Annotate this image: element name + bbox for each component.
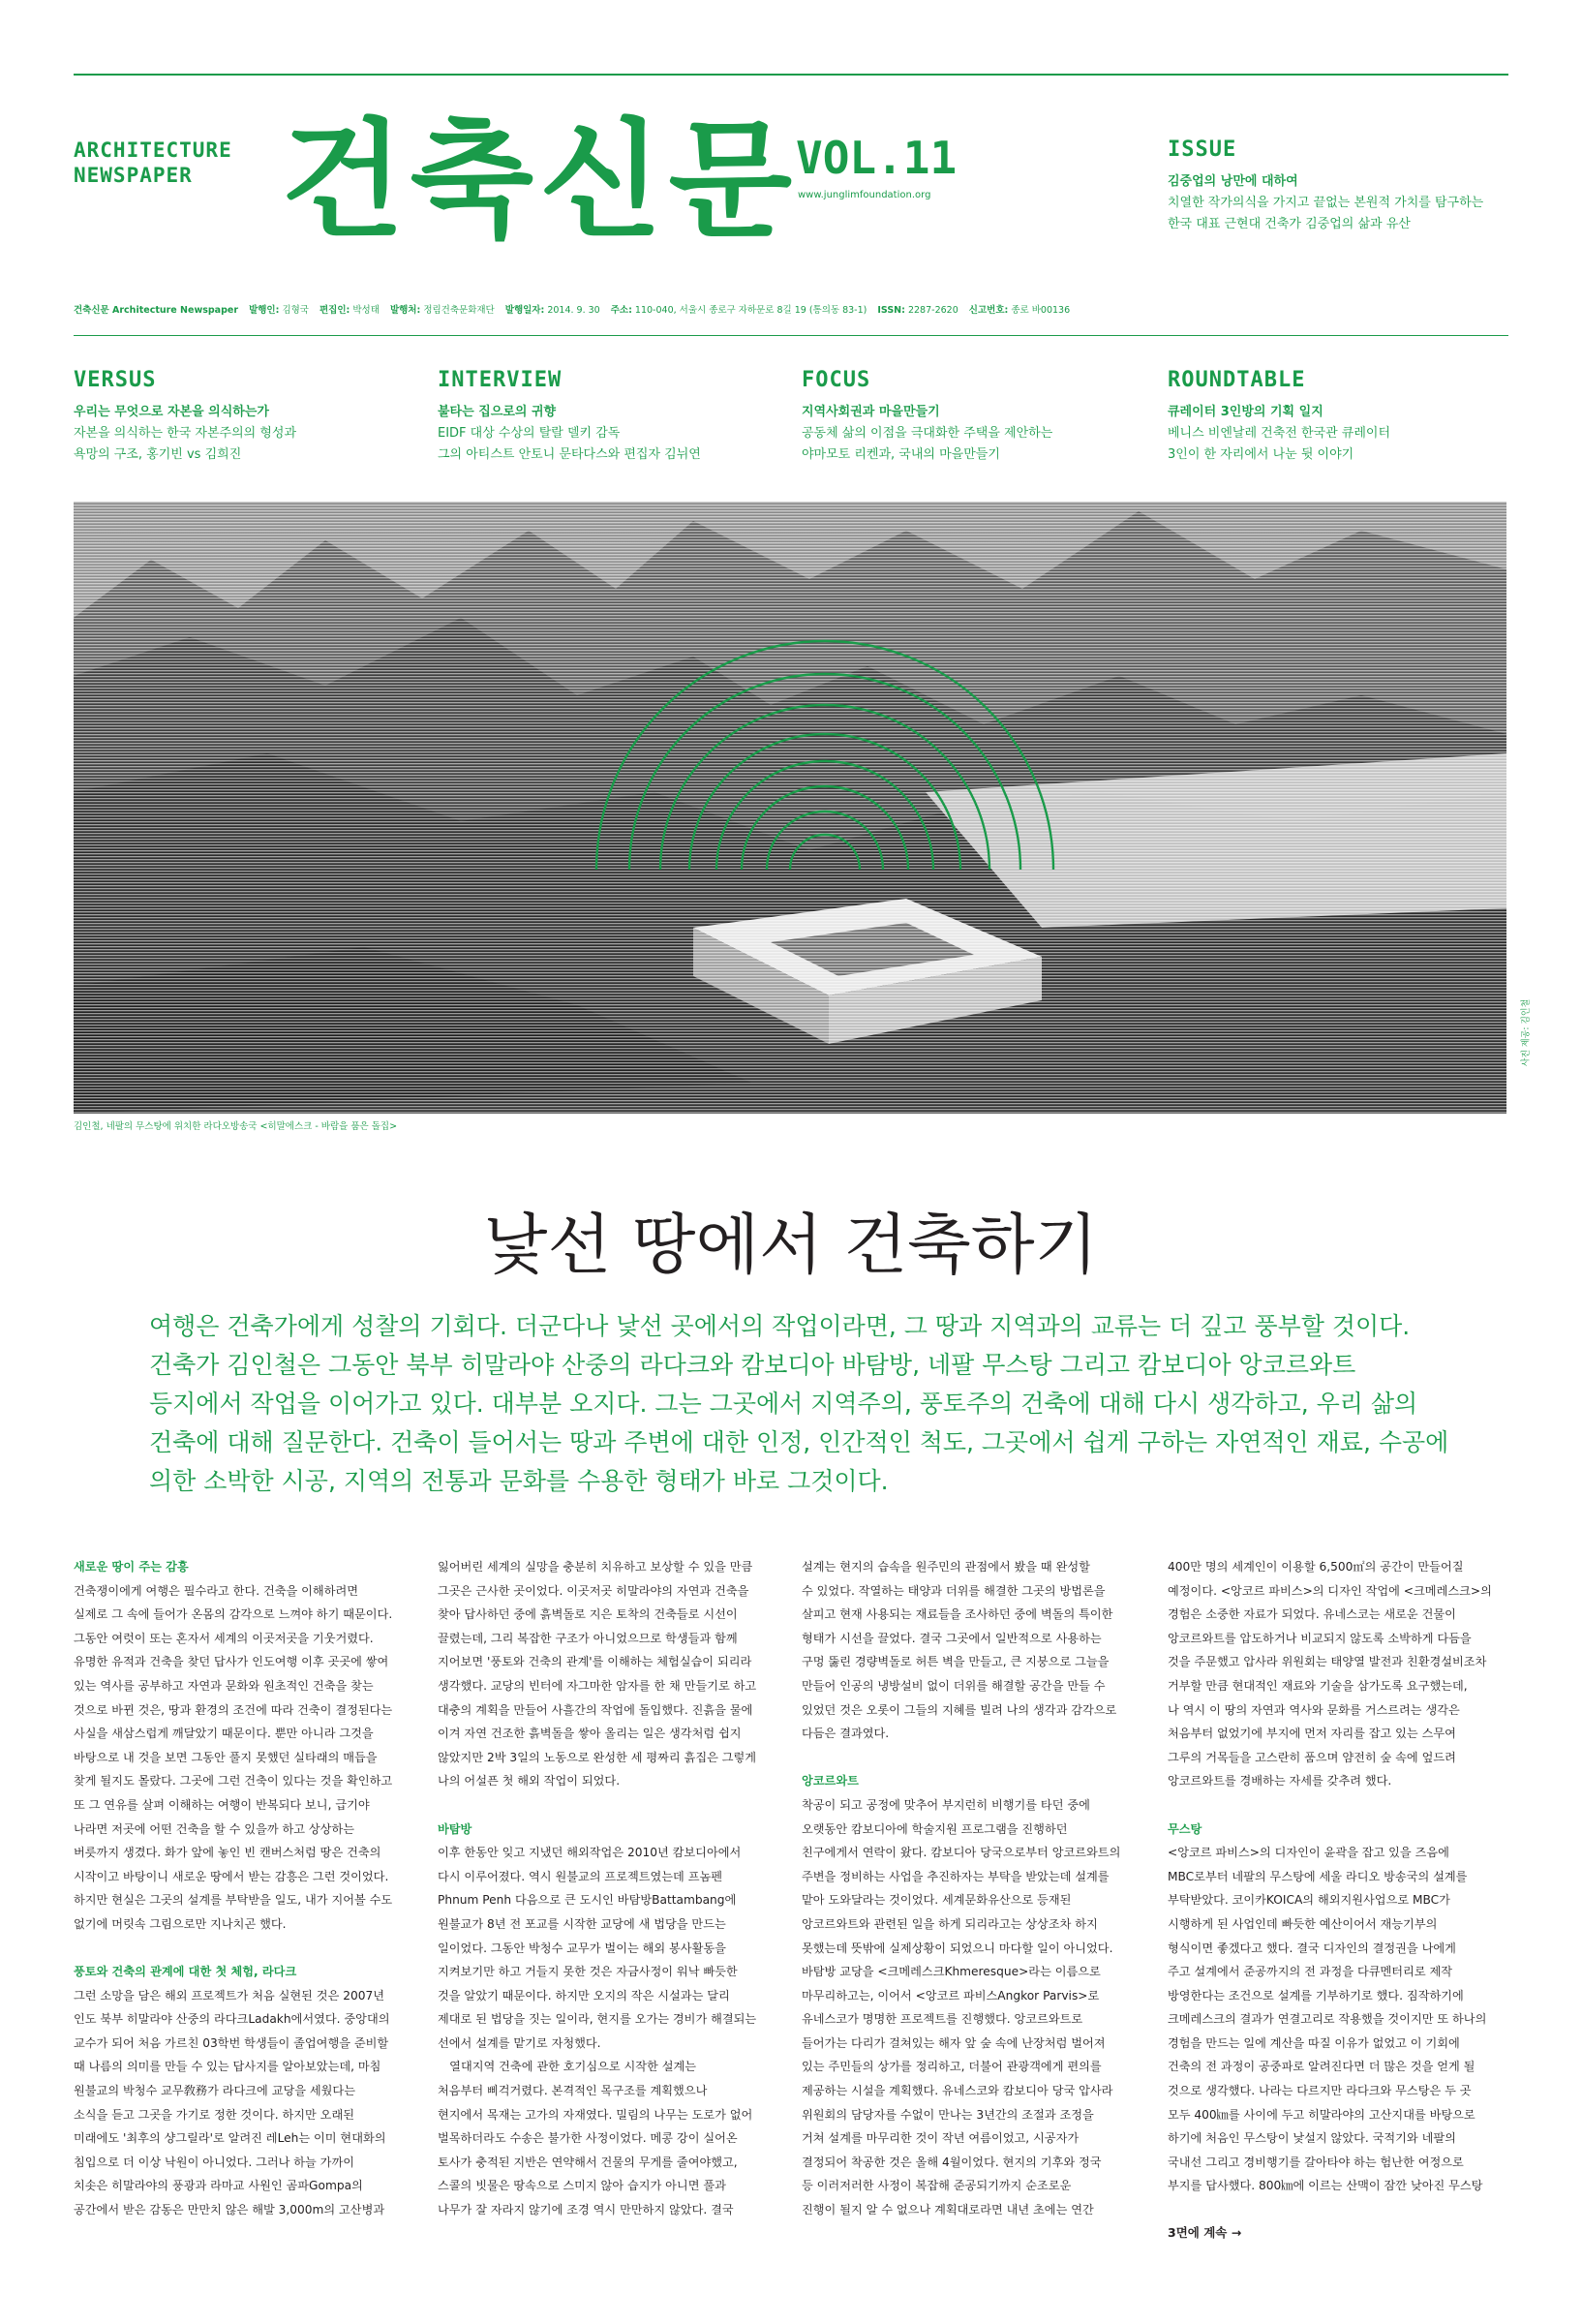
body-line: 나무가 잘 자라지 않기에 조경 역시 만만하지 않았다. 결국 [438, 2203, 734, 2217]
body-line: 하지만 현실은 그곳의 설계를 부탁받을 일도, 내가 지어볼 수도 [74, 1893, 393, 1908]
body-line: MBC로부터 네팔의 무스탕에 세울 라디오 방송국의 설계를 [1168, 1869, 1468, 1883]
body-line: 경험은 소중한 자료가 되었다. 유네스코는 새로운 건물이 [1168, 1607, 1456, 1622]
body-line: 지어보면 '풍토와 건축의 관계'를 이해하는 체험실습이 되리라 [438, 1655, 752, 1669]
body-line: 것을 주문했고 압사라 위원회는 태양열 발전과 친환경설비조차 [1168, 1655, 1487, 1669]
body-line: 친구에게서 연락이 왔다. 캄보디아 당국으로부터 앙코르와트의 [802, 1846, 1121, 1860]
body-line: 건축쟁이에게 여행은 필수라고 한다. 건축을 이해하려면 [74, 1583, 359, 1598]
paragraph-gap [802, 1746, 1131, 1770]
topic-line: EIDF 대상 수상의 탈랄 델키 감독 [438, 426, 621, 441]
brand-english-line: ARCHITECTURE [74, 138, 232, 162]
colophon-paper: 건축신문 Architecture Newspaper [74, 305, 239, 316]
body-line: 이후 한동안 잊고 지냈던 해외작업은 2010년 캄보디아에서 [438, 1846, 742, 1860]
topic-line: 베니스 비엔날레 건축전 한국관 큐레이터 [1168, 426, 1391, 441]
body-line: 주고 설계에서 준공까지의 전 과정을 다큐멘터리로 제작 [1168, 1965, 1453, 1979]
top-rule [74, 74, 1508, 76]
body-line: 살피고 현재 사용되는 재료들을 조사하던 중에 벽돌의 특이한 [802, 1607, 1113, 1622]
body-line: 원불교가 8년 전 포교를 시작한 교당에 새 법당을 만드는 [438, 1916, 726, 1931]
body-line: 있었던 것은 오롯이 그들의 지혜를 빌려 나의 생각과 감각으로 [802, 1702, 1117, 1717]
body-line: 오랫동안 캄보디아에 학술지원 프로그램을 진행하던 [802, 1821, 1068, 1836]
body-line: 또 그 연유를 살펴 이해하는 여행이 반복되다 보니, 급기야 [74, 1797, 370, 1812]
body-line: 잃어버린 세계의 실망을 충분히 치유하고 보상할 수 있을 만큼 [438, 1560, 753, 1574]
body-line: 바탐방 교당을 <크메레스크Khmeresque>라는 이름으로 [802, 1965, 1101, 1979]
topic-title: INTERVIEW [438, 368, 563, 392]
body-line: 구멍 뚫린 경량벽돌로 허튼 벽을 만들고, 큰 지붕으로 그늘을 [802, 1655, 1110, 1669]
topic-roundtable[interactable] [1168, 368, 1497, 466]
body-line: 거부할 만큼 현대적인 재료와 기술을 삼가도록 요구했는데, [1168, 1678, 1468, 1693]
article-column-3 [802, 1555, 1131, 2222]
issue-headline: 김중업의 낭만에 대하여 [1168, 174, 1298, 189]
body-line: 찾게 될지도 몰랐다. 그곳에 그런 건축이 있다는 것을 확인하고 [74, 1774, 393, 1789]
colophon-label: 신고번호: [968, 305, 1009, 316]
paragraph-gap [1168, 1793, 1497, 1818]
body-line: 바탕으로 내 것을 보면 그동안 풀지 못했던 실타래의 매듭을 [74, 1750, 378, 1764]
brand-korean-logo: 건축신문 [281, 107, 799, 256]
body-line: 것을 알았기 때문이다. 하지만 오지의 작은 시설과는 달리 [438, 1988, 730, 2003]
body-line: 처음부터 없었기에 부지에 먼저 자리를 잡고 있는 스무여 [1168, 1727, 1456, 1741]
colophon-value: 110-040, 서울시 종로구 자하문로 8길 19 (통의동 83-1) [634, 305, 867, 316]
body-line: 나라면 저곳에 어떤 건축을 할 수 있을까 하고 상상하는 [74, 1821, 355, 1836]
topic-title: FOCUS [802, 368, 871, 392]
body-line: 있는 주민들의 상가를 정리하고, 더불어 관광객에게 편의를 [802, 2060, 1102, 2074]
body-line: 나의 어설픈 첫 해외 작업이 되었다. [438, 1774, 621, 1789]
colophon-value: 박성태 [352, 305, 380, 316]
body-line: 다듬은 결과였다. [802, 1727, 890, 1741]
lede-line: 여행은 건축가에게 성찰의 기회다. 더군다나 낯선 곳에서의 작업이라면, 그 땅과 지역과의 교류는 더 깊고 풍부할 것이다. [149, 1312, 1411, 1340]
colophon-label: ISSN: [877, 305, 905, 316]
body-line: 대충의 계획을 만들어 사흘간의 작업에 돌입했다. 진흙을 물에 [438, 1702, 753, 1717]
lede-line: 건축에 대해 질문한다. 건축이 들어서는 땅과 주변에 대한 인정, 인간적인 척도, 그곳에서 쉽게 구하는 자연적인 재료, 수공에 [149, 1428, 1449, 1456]
colophon-label: 발행인: [249, 305, 280, 316]
body-line: 진행이 될지 알 수 없으나 계획대로라면 내년 초에는 연간 [802, 2203, 1094, 2217]
body-line: 제공하는 시설을 계획했다. 유네스코와 캄보디아 당국 압사라 [802, 2084, 1113, 2098]
issue-line: 치열한 작가의식을 가지고 끝없는 본원적 가치를 탐구하는 [1168, 196, 1484, 210]
topic-focus[interactable] [802, 368, 1131, 466]
subheading: 바탐방 [438, 1821, 472, 1836]
article-column-2 [438, 1555, 767, 2222]
body-line: 거쳐 설계를 마무리한 것이 작년 여름이었고, 시공자가 [802, 2131, 1080, 2146]
body-line: 경험을 만드는 일에 계산을 따질 이유가 없었고 이 기회에 [1168, 2035, 1460, 2050]
scanline-texture [74, 502, 1506, 1114]
body-line: 그루의 거목들을 고스란히 품으며 얌전히 숲 속에 엎드려 [1168, 1750, 1456, 1764]
continued-link[interactable]: 3면에 계속 → [1168, 2225, 1242, 2240]
body-line: 않았지만 2박 3일의 노동으로 완성한 세 평짜리 흙집은 그렇게 [438, 1750, 757, 1764]
topic-interview[interactable] [438, 368, 767, 466]
topics-row [74, 368, 1508, 474]
topic-versus[interactable] [74, 368, 403, 466]
body-line: 것으로 바뀐 것은, 땅과 환경의 조건에 따라 건축이 결정된다는 [74, 1702, 393, 1717]
colophon [74, 302, 1070, 316]
body-line: 처음부터 삐걱거렸다. 본격적인 목구조를 계획했으나 [438, 2084, 708, 2098]
lede-line: 의한 소박한 시공, 지역의 전통과 문화를 수용한 형태가 바로 그것이다. [149, 1467, 889, 1495]
body-line: 실제로 그 속에 들어가 온몸의 감각으로 느껴야 하기 때문이다. [74, 1607, 393, 1622]
body-line: 끌렸는데, 그리 복잡한 구조가 아니었으므로 학생들과 함께 [438, 1631, 738, 1645]
paragraph-gap [438, 1793, 767, 1818]
body-line: 이겨 자연 건조한 흙벽돌을 쌓아 올리는 일은 생각처럼 쉽지 [438, 1727, 742, 1741]
topic-line: 그의 아티스트 안토니 문타다스와 편집자 김뉘연 [438, 447, 701, 462]
body-line: 앙코르와트와 관련된 일을 하게 되리라고는 상상조차 하지 [802, 1916, 1098, 1931]
body-line: 있는 역사를 공부하고 자연과 문화와 원초적인 건축을 찾는 [74, 1678, 374, 1693]
colophon-label: 발행처: [389, 305, 421, 316]
body-line: <앙코르 파비스>의 디자인이 윤곽을 잡고 있을 즈음에 [1168, 1846, 1449, 1860]
body-line: 열대지역 건축에 관한 호기심으로 시작한 설계는 [438, 2060, 697, 2074]
cover-photo-illustration [74, 502, 1506, 1114]
photo-caption: 김인철, 네팔의 무스탕에 위치한 라다오방송국 <히말에스크 - 바람을 품은 돌집> [74, 1121, 398, 1132]
lede-line: 등지에서 작업을 이어가고 있다. 대부분 오지다. 그는 그곳에서 지역주의, 풍토주의 건축에 대해 다시 생각하고, 우리 삶의 [149, 1390, 1418, 1418]
topic-title: VERSUS [74, 368, 157, 392]
issue-title: ISSUE [1168, 138, 1237, 162]
body-line: 국내선 그리고 경비행기를 갈아타야 하는 험난한 여정으로 [1168, 2155, 1464, 2169]
body-line: 수 있었다. 작열하는 태양과 더위를 해결한 그곳의 방법론을 [802, 1583, 1106, 1598]
colophon-label: 주소: [610, 305, 632, 316]
body-line: 선에서 설계를 맡기로 자청했다. [438, 2035, 601, 2050]
subheading: 풍토와 건축의 관계에 대한 첫 체험, 라다크 [74, 1965, 297, 1979]
body-line: 앙코르와트를 압도하거나 비교되지 않도록 소박하게 다듬을 [1168, 1631, 1472, 1645]
body-line: 위원회의 담당자를 수없이 만나는 3년간의 조절과 조정을 [802, 2107, 1094, 2122]
body-line: 일이었다. 그동안 박청수 교무가 벌이는 해외 봉사활동을 [438, 1941, 726, 1955]
topic-headline: 지역사회권과 마을만들기 [802, 405, 940, 419]
issue-box [1168, 138, 1516, 235]
body-line: 앙코르와트를 경배하는 자세를 갖추려 했다. [1168, 1774, 1392, 1789]
body-line: 침입으로 더 이상 낙원이 아니었다. 그러나 하늘 가까이 [74, 2155, 355, 2169]
colophon-value: 2287-2620 [907, 305, 958, 316]
topic-headline: 불타는 집으로의 귀향 [438, 405, 557, 419]
body-line: 사실을 새삼스럽게 깨달았기 때문이다. 뿐만 아니라 그것을 [74, 1727, 374, 1741]
subheading: 새로운 땅이 주는 감흥 [74, 1560, 189, 1574]
paragraph-gap [74, 1937, 403, 1961]
body-line: 시행하게 된 사업인데 빠듯한 예산이어서 재능기부의 [1168, 1916, 1438, 1931]
website-link[interactable]: www.junglimfoundation.org [798, 190, 931, 200]
body-line: 착공이 되고 공정에 맞추어 부지런히 비행기를 타던 중에 [802, 1797, 1090, 1812]
article-headline: 낯선 땅에서 건축하기 [483, 1208, 1099, 1284]
body-line: 크메레스크의 결과가 연결고리로 작용했을 것이지만 또 하나의 [1168, 2012, 1487, 2027]
body-line: 들어가는 다리가 걸쳐있는 해자 앞 숲 속에 난장처럼 벌어져 [802, 2035, 1106, 2050]
body-line: 400만 명의 세계인이 이용할 6,500㎡의 공간이 만들어질 [1168, 1560, 1464, 1574]
article-column-4 [1168, 1555, 1497, 2198]
body-line: 건축의 전 과정이 공중파로 알려진다면 더 많은 것을 얻게 될 [1168, 2060, 1476, 2074]
body-line: 지켜보기만 하고 거들지 못한 것은 자금사정이 워낙 빠듯한 [438, 1965, 738, 1979]
body-line: 그곳은 근사한 곳이었다. 이곳저곳 히말라야의 자연과 건축을 [438, 1583, 749, 1598]
body-line: 것으로 생각했다. 나라는 다르지만 라다크와 무스탕은 두 곳 [1168, 2084, 1472, 2098]
body-line: 부탁받았다. 코이카KOICA의 해외지원사업으로 MBC가 [1168, 1893, 1450, 1908]
colophon-value: 종로 바00136 [1011, 305, 1071, 316]
body-line: 벌목하더라도 수송은 불가한 사정이었다. 메콩 강이 실어온 [438, 2131, 738, 2146]
body-line: 부지를 답사했다. 800㎞에 이르는 산맥이 잠깐 낮아진 무스탕 [1168, 2179, 1483, 2193]
issue-line: 한국 대표 근현대 건축가 김중업의 삶과 유산 [1168, 217, 1411, 231]
brand-english-name [74, 138, 232, 188]
body-line: 그동안 여럿이 또는 혼자서 세계의 이곳저곳을 기웃거렸다. [74, 1631, 374, 1645]
topic-line: 공동체 삶의 이점을 극대화한 주택을 제안하는 [802, 426, 1053, 441]
body-line: 시작이고 바탕이니 새로운 땅에서 받는 감흥은 그런 것이었다. [74, 1869, 389, 1883]
body-line: 주변을 정비하는 사업을 추진하자는 부탁을 받았는데 설계를 [802, 1869, 1110, 1883]
body-line: 예정이다. <앙코르 파비스>의 디자인 작업에 <크메레스크>의 [1168, 1583, 1492, 1598]
body-line: 소식을 듣고 그곳을 가기로 정한 것이다. 하지만 오래된 [74, 2107, 355, 2122]
colophon-label: 편집인: [319, 305, 350, 316]
body-line: 찾아 답사하던 중에 흙벽돌로 지은 토착의 건축들로 시선이 [438, 1607, 738, 1622]
masthead-rule [74, 335, 1508, 336]
topic-title: ROUNDTABLE [1168, 368, 1306, 392]
body-line: 스콜의 빗물은 땅속으로 스미지 않아 습지가 아니면 풀과 [438, 2179, 726, 2193]
body-line: 현지에서 목재는 고가의 자재였다. 밀림의 나무는 도로가 없어 [438, 2107, 753, 2122]
colophon-value: 정림건축문화재단 [423, 305, 495, 316]
cover-photo [74, 502, 1506, 1114]
body-line: 때 나름의 의미를 만들 수 있는 답사지를 알아보았는데, 마침 [74, 2060, 381, 2074]
body-line: 하기에 처음인 무스탕이 낯설지 않았다. 국적기와 네팔의 [1168, 2131, 1456, 2146]
subheading: 무스탕 [1168, 1821, 1202, 1836]
body-line: 공간에서 받은 감동은 만만치 않은 해발 3,000m의 고산병과 [74, 2203, 385, 2217]
body-line: 원불교의 박청수 교무敎務가 라다크에 교당을 세웠다는 [74, 2084, 355, 2098]
body-line: Phnum Penh 다음으로 큰 도시인 바탐방Battambang에 [438, 1893, 737, 1908]
article-column-1 [74, 1555, 403, 2222]
colophon-value: 김형국 [282, 305, 309, 316]
body-line: 형태가 시선을 끌었다. 결국 그곳에서 일반적으로 사용하는 [802, 1631, 1102, 1645]
topic-headline: 큐레이터 3인방의 기획 일지 [1168, 405, 1323, 419]
body-line: 제대로 된 법당을 짓는 일이라, 현지를 오가는 경비가 해결되는 [438, 2012, 757, 2027]
body-line: 유네스코가 명명한 프로젝트를 진행했다. 앙코르와트로 [802, 2012, 1083, 2027]
colophon-label: 발행일자: [504, 305, 545, 316]
body-line: 맡아 도와달라는 것이었다. 세계문화유산으로 등재된 [802, 1893, 1072, 1908]
body-line: 유명한 유적과 건축을 찾던 답사가 인도여행 이후 곳곳에 쌓여 [74, 1655, 389, 1669]
body-line: 못했는데 뜻밖에 실제상황이 되었으니 마다할 일이 아니었다. [802, 1941, 1113, 1955]
body-line: 치솟은 히말라야의 풍광과 라마교 사원인 곰파Gompa의 [74, 2179, 363, 2193]
brand-english-line: NEWSPAPER [74, 164, 193, 187]
subheading: 앙코르와트 [802, 1774, 859, 1789]
body-line: 형식이면 좋겠다고 했다. 결국 디자인의 결정권을 나에게 [1168, 1941, 1456, 1955]
topic-line: 야마모토 리켄과, 국내의 마을만들기 [802, 447, 1000, 462]
body-line: 만들어 인공의 냉방설비 없이 더위를 해결할 공간을 만들 수 [802, 1678, 1106, 1693]
body-line: 마무리하고는, 이어서 <앙코르 파비스Angkor Parvis>로 [802, 1988, 1100, 2003]
body-line: 교수가 되어 처음 가르친 03학번 학생들이 졸업여행을 준비할 [74, 2035, 389, 2050]
photo-credit: 사진 제공: 김인철 [1521, 998, 1532, 1067]
body-line: 결정되어 착공한 것은 올해 4월이었다. 현지의 기후와 정국 [802, 2155, 1102, 2169]
lede-line: 건축가 김인철은 그동안 북부 히말라야 산중의 라다크와 캄보디아 바탐방, 네팔 무스탕 그리고 캄보디아 앙코르와트 [149, 1351, 1356, 1379]
body-line: 미래에도 '최후의 샹그릴라'로 알려진 레Leh는 이미 현대화의 [74, 2131, 386, 2146]
body-line: 토사가 충적된 지반은 연약해서 건물의 무게를 줄여야했고, [438, 2155, 738, 2169]
colophon-value: 2014. 9. 30 [547, 305, 600, 316]
body-line: 생각했다. 교당의 빈터에 자그마한 암자를 한 채 만들기로 하고 [438, 1678, 757, 1693]
body-line: 설계는 현지의 습속을 원주민의 관점에서 봤을 때 완성할 [802, 1560, 1090, 1574]
topic-line: 3인이 한 자리에서 나눈 뒷 이야기 [1168, 447, 1354, 462]
topic-line: 욕망의 구조, 홍기빈 vs 김희진 [74, 447, 242, 462]
body-line: 인도 북부 히말라야 산중의 라다크Ladakh에서였다. 중앙대의 [74, 2012, 390, 2027]
body-line: 나 역시 이 땅의 자연과 역사와 문화를 거스르려는 생각은 [1168, 1702, 1460, 1717]
body-line: 없기에 머릿속 그림으로만 지나치곤 했다. [74, 1916, 287, 1931]
body-line: 버릇까지 생겼다. 화가 앞에 놓인 빈 캔버스처럼 땅은 건축의 [74, 1846, 381, 1860]
body-line: 방영한다는 조건으로 설계를 기부하기로 했다. 짐작하기에 [1168, 1988, 1464, 2003]
volume-number: VOL.11 [796, 132, 958, 184]
body-line: 등 이러저러한 사정이 복잡해 준공되기까지 순조로운 [802, 2179, 1072, 2193]
body-line: 그런 소망을 담은 해외 프로젝트가 처음 실현된 것은 2007년 [74, 1988, 385, 2003]
article-lede [149, 1307, 1449, 1501]
body-line: 다시 이루어졌다. 역시 원불교의 프로젝트였는데 프놈펜 [438, 1869, 723, 1883]
topic-line: 자본을 의식하는 한국 자본주의의 형성과 [74, 426, 297, 441]
body-line: 모두 400㎞를 사이에 두고 히말라야의 고산지대를 바탕으로 [1168, 2107, 1476, 2122]
topic-headline: 우리는 무엇으로 자본을 의식하는가 [74, 405, 269, 419]
